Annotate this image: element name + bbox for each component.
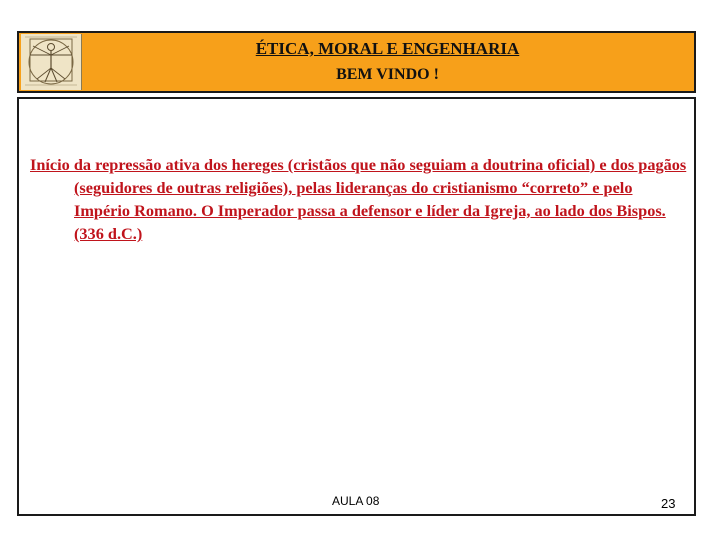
page-number: 23: [661, 496, 676, 511]
page-subtitle: BEM VINDO !: [336, 66, 439, 83]
footer-label: AULA 08: [332, 494, 380, 508]
header-banner: [17, 31, 696, 93]
page-title: ÉTICA, MORAL E ENGENHARIA: [255, 39, 520, 58]
body-paragraph: Início da repressão ativa dos hereges (cristãos que não seguiam a doutrina oficial) e dos pagãos (seguidores de outras religiões), pelas lideranças do cristianismo “correto” e pelo Império Romano. O Imperador passa a defensor e líder da Igreja, ao lado dos Bispos.(336 d.C.): [30, 155, 687, 243]
vitruvian-man-icon: [21, 34, 82, 90]
